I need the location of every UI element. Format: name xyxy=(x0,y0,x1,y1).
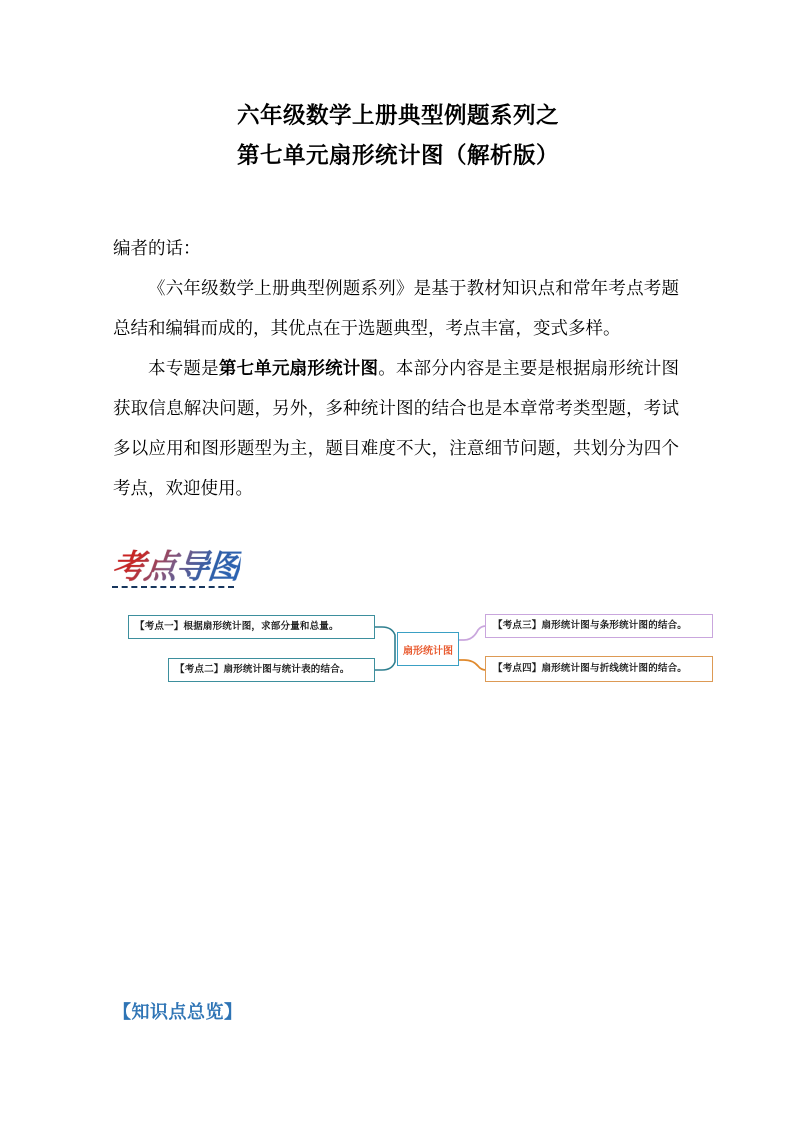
page-title-line-1: 六年级数学上册典型例题系列之 xyxy=(236,103,559,129)
topic-paragraph-suffix: 。本部分内容是主要是根据扇形统计图获取信息解决问题，另外，多种统计图的结合也是本章常考类型题，考试多以应用和图形题型为主，题目难度不大，注意细节问题，共划分为四个考点，欢迎使用。 xyxy=(113,359,680,499)
topic-paragraph xyxy=(113,349,679,509)
mindmap-diagram xyxy=(120,600,720,700)
section-heading-knowledge-overview: 【知识点总览】 xyxy=(113,1002,243,1023)
connector-left-upper xyxy=(375,627,395,644)
wordart-heading-block xyxy=(110,548,310,594)
mindmap-center-node[interactable] xyxy=(397,632,459,666)
connector-right-upper xyxy=(459,626,486,640)
topic-paragraph-bold: 第七单元扇形统计图 xyxy=(218,359,379,379)
wordart-underline xyxy=(112,586,234,588)
page-title-line-2: 第七单元扇形统计图（解析版） xyxy=(236,143,559,169)
intro-paragraph: 《六年级数学上册典型例题系列》是基于教材知识点和常年考点考题总结和编辑而成的，其优点在于选题典型，考点丰富，变式多样。 xyxy=(113,279,679,339)
page-title xyxy=(113,96,683,176)
connector-right-lower xyxy=(459,660,486,670)
mindmap-node-label: 【考点四】扇形统计图与折线统计图的结合。 xyxy=(493,663,688,675)
body-content xyxy=(113,229,679,509)
topic-paragraph-prefix: 本专题是 xyxy=(148,359,219,379)
mindmap-center-label: 扇形统计图 xyxy=(403,645,453,657)
mindmap-node-kaodian-2[interactable] xyxy=(168,658,375,682)
mindmap-node-label: 【考点二】扇形统计图与统计表的结合。 xyxy=(175,664,350,676)
mindmap-node-kaodian-1[interactable] xyxy=(128,615,375,639)
mindmap-node-label: 【考点三】扇形统计图与条形统计图的结合。 xyxy=(493,620,688,632)
mindmap-node-kaodian-4[interactable] xyxy=(485,656,713,682)
wordart-heading: 考点导图 xyxy=(110,547,243,586)
mindmap-node-label: 【考点一】根据扇形统计图，求部分量和总量。 xyxy=(135,621,339,633)
mindmap-node-kaodian-3[interactable] xyxy=(485,614,713,638)
editor-note-label: 编者的话： xyxy=(113,239,201,259)
connector-left-lower xyxy=(375,654,395,670)
